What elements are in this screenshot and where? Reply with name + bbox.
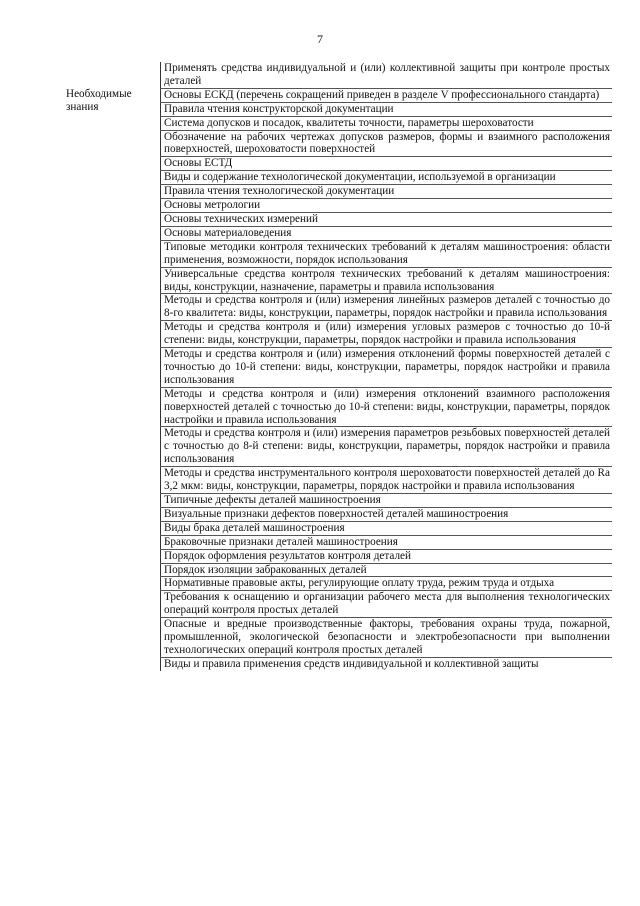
knowledge-cell [161,521,613,535]
knowledge-cell [161,102,613,116]
knowledge-text: Браковочные признаки деталей машиностроения [164,535,398,548]
knowledge-cell [161,88,613,102]
knowledge-cell [161,591,613,618]
knowledge-text: Порядок оформления результатов контроля деталей [164,549,412,562]
knowledge-text: Универсальные средства контроля технических требований к деталям машиностроения: виды, конструкции, назначение, параметры и правила использования [164,267,610,293]
knowledge-cell [161,226,613,240]
knowledge-text: Методы и средства контроля и (или) измерения параметров резьбовых поверхностей деталей с точностью до 8-й степени: виды, конструкции, параметры, порядок настройки и правила использования [164,427,610,466]
requirement-text: Применять средства индивидуальной и (или) коллективной защиты при контроле простых деталей [164,62,610,87]
knowledge-cell [161,267,613,294]
knowledge-text: Основы ЕСКД (перечень сокращений приведен в разделе V профессионального стандарта) [164,88,600,101]
knowledge-text: Опасные и вредные производственные факторы, требования охраны труда, пожарной, промышленной, экологической безопасности и электробезопасности при выполнении технологических операций контроля простых деталей [164,618,610,656]
knowledge-text: Методы и средства контроля и (или) измерения угловых размеров с точностью до 10-й степени: виды, конструкции, параметры, порядок настройки и правила использования [164,321,610,347]
section-label: Необходимые знания [66,88,132,114]
knowledge-text: Основы метрологии [164,199,261,212]
knowledge-text: Правила чтения технологической документации [164,185,395,198]
knowledge-cell [161,577,613,591]
knowledge-cell [161,185,613,199]
knowledge-cell [161,294,613,321]
knowledge-text: Визуальные признаки дефектов поверхностей деталей машиностроения [164,507,509,520]
label-cell-empty [62,62,161,88]
knowledge-text: Методы и средства контроля и (или) измерения отклонений взаимного расположения поверхностей деталей с точностью до 10-й степени: виды, конструкции, параметры, порядок настройки и правила использования [164,387,610,426]
knowledge-text: Виды брака деталей машиностроения [164,521,345,534]
knowledge-text: Нормативные правовые акты, регулирующие оплату труда, режим труда и отдыха [164,577,555,590]
knowledge-text: Правила чтения конструкторской документации [164,102,394,115]
knowledge-cell [161,494,613,508]
knowledge-cell [161,212,613,226]
knowledge-cell [161,157,613,171]
table-row [62,62,612,88]
knowledge-cell [161,535,613,549]
knowledge-cell [161,387,613,427]
knowledge-cell [161,549,613,563]
knowledge-text: Требования к оснащению и организации рабочего места для выполнения технологических операций контроля простых деталей [164,591,610,617]
knowledge-cell [161,130,613,157]
knowledge-text: Виды и правила применения средств индивидуальной и коллективной защиты [164,657,539,670]
knowledge-cell [161,618,613,658]
knowledge-text: Система допусков и посадок, квалитеты точности, параметры шероховатости [164,116,534,129]
knowledge-cell [161,199,613,213]
knowledge-cell [161,657,613,670]
knowledge-cell [161,563,613,577]
knowledge-cell [161,427,613,467]
knowledge-text: Обозначение на рабочих чертежах допусков размеров, формы и взаимного расположения поверхностей, шероховатости поверхностей [164,130,610,156]
knowledge-cell [161,467,613,494]
knowledge-cell [161,171,613,185]
requirement-cell [161,62,613,88]
knowledge-text: Основы технических измерений [164,212,318,225]
knowledge-text: Методы и средства контроля и (или) измерения отклонений формы поверхностей деталей с точностью до 10-й степени: виды, конструкции, параметры, порядок настройки и правила использования [164,348,610,386]
knowledge-text: Методы и средства инструментального контроля шероховатости поверхностей деталей до Ra 3,2 мкм: виды, конструкции, параметры, порядок настройки и правила использования [164,467,610,493]
table-row [62,88,612,102]
knowledge-text: Основы ЕСТД [164,157,233,170]
knowledge-cell [161,507,613,521]
knowledge-text: Типичные дефекты деталей машиностроения [164,494,381,506]
page-number: 7 [317,32,323,46]
knowledge-cell [161,240,613,267]
knowledge-text: Порядок изоляции забракованных деталей [164,563,367,576]
knowledge-text: Основы материаловедения [164,226,292,239]
knowledge-table [62,62,612,671]
knowledge-cell [161,321,613,348]
knowledge-text: Типовые методики контроля технических требований к деталям машиностроения: области применения, возможности, порядок использования [164,240,610,266]
knowledge-cell [161,116,613,130]
knowledge-text: Методы и средства контроля и (или) измерения линейных размеров деталей с точностью до 8-го квалитета: виды, конструкции, параметры, порядок настройки и правила использования [164,294,610,320]
knowledge-text: Виды и содержание технологической документации, используемой в организации [164,171,556,184]
knowledge-cell [161,348,613,388]
